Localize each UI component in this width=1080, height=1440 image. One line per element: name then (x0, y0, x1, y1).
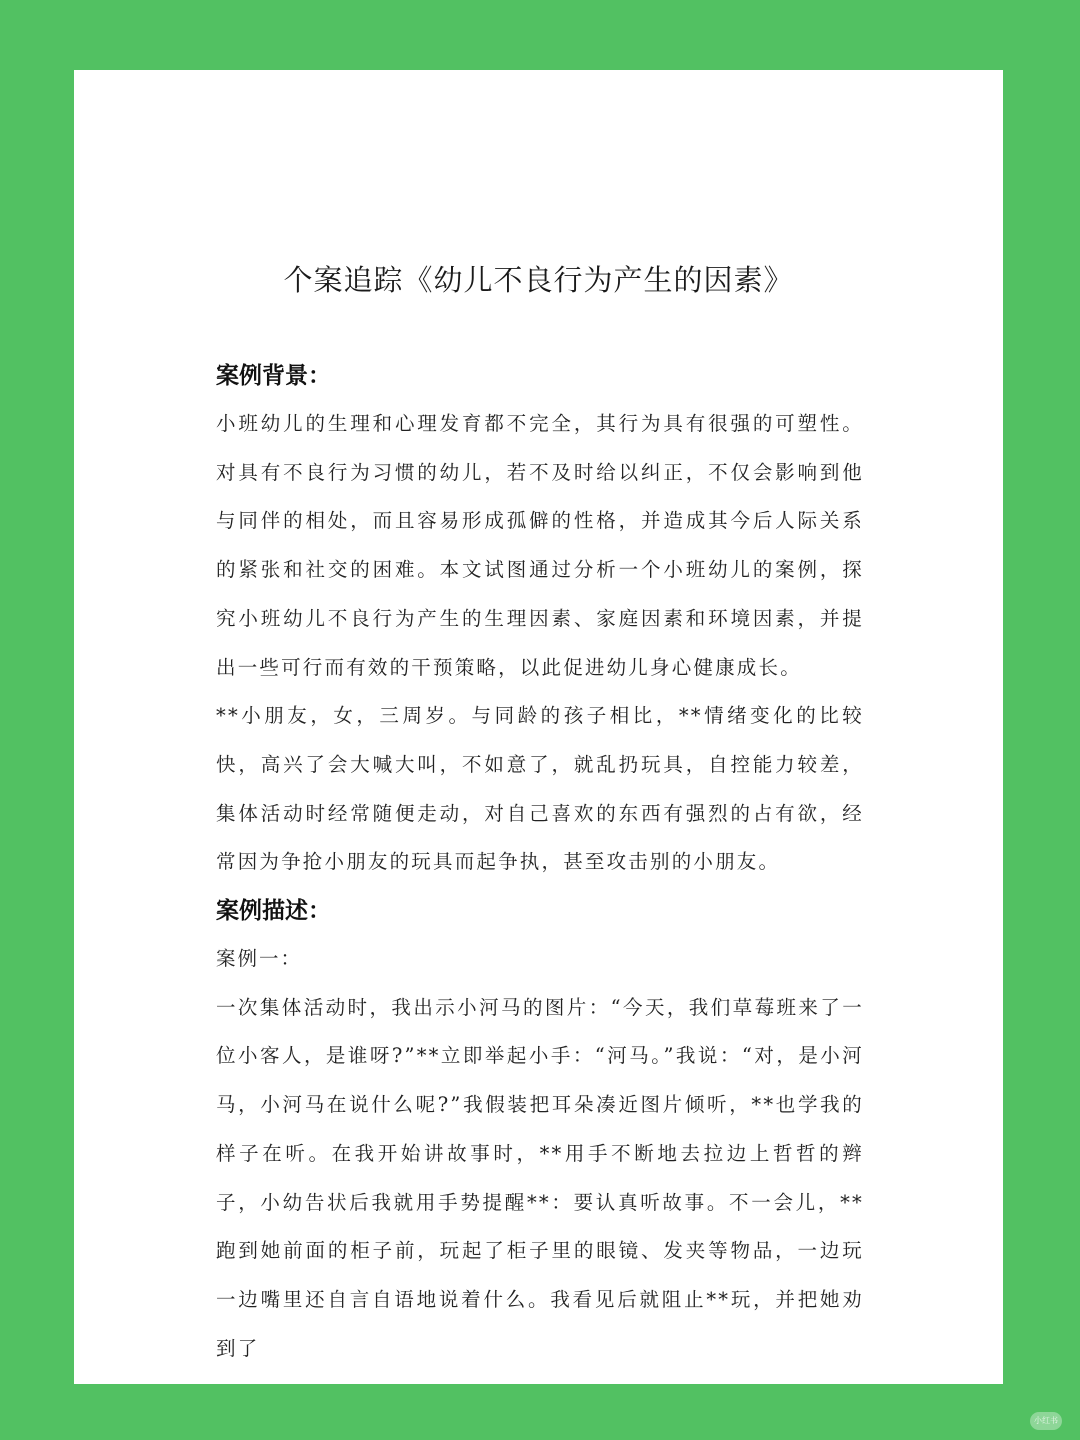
document-title: 个案追踪《幼儿不良行为产生的因素》 (283, 263, 794, 297)
background-paragraph-2: **小朋友，女，三周岁。与同龄的孩子相比，**情绪变化的比较快，高兴了会大喊大叫，不如意了，就乱扔玩具，自控能力较差，集体活动时经常随便走动，对自己喜欢的东西有强烈的占有欲，经常因为争抢小朋友的玩具而起争执，甚至攻击别的小朋友。 (216, 704, 864, 874)
watermark-logo: 小红书 (1030, 1412, 1062, 1430)
case-one-label: 案例一： (216, 947, 303, 971)
case-one-paragraph: 一次集体活动时，我出示小河马的图片：“今天，我们草莓班来了一位小客人，是谁呀?”**立即举起小手：“河马。”我说：“对，是小河马，小河马在说什么呢?”我假装把耳朵凑近图片倾听，**也学我的样子在听。在我开始讲故事时，**用手不断地去拉边上哲哲的辫子，小幼告状后我就用手势提醒**：要认真听故事。不一会儿，**跑到她前面的柜子前，玩起了柜子里的眼镜、发夹等物品，一边玩一边嘴里还自言自语地说着什么。我看见后就阻止**玩，并把她劝到了 (216, 995, 864, 1360)
section-heading-background: 案例背景： (216, 363, 331, 389)
document-body (216, 352, 864, 1373)
section-heading-description: 案例描述： (216, 898, 331, 925)
background-paragraph-1: 小班幼儿的生理和心理发育都不完全，其行为具有很强的可塑性。对具有不良行为习惯的幼儿，若不及时给以纠正，不仅会影响到他与同伴的相处，而且容易形成孤僻的性格，并造成其今后人际关系的紧张和社交的困难。本文试图通过分析一个小班幼儿的案例，探究小班幼儿不良行为产生的生理因素、家庭因素和环境因素，并提出一些可行而有效的干预策略，以此促进幼儿身心健康成长。 (216, 412, 864, 679)
document-page (74, 70, 1003, 1384)
